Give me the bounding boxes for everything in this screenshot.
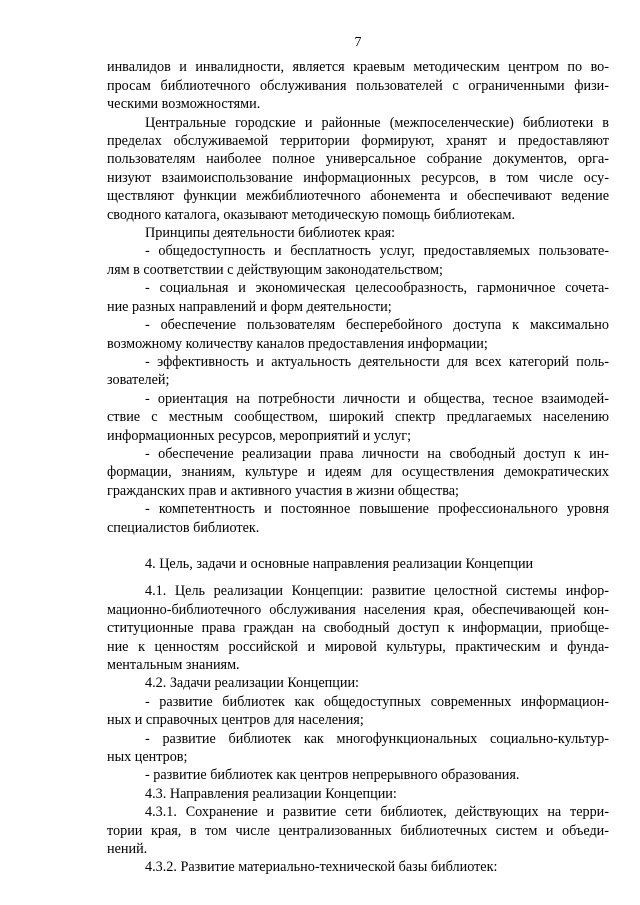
paragraph bbox=[107, 316, 609, 353]
paragraph bbox=[107, 445, 609, 500]
text-line: - развитие библиотек как центров непрерывного образования. bbox=[145, 767, 520, 784]
text-line: зователей; bbox=[107, 372, 170, 389]
paragraph bbox=[107, 390, 609, 445]
paragraph bbox=[107, 730, 609, 767]
text-line: - развитие библиотек как общедоступных современных информацион- bbox=[145, 693, 609, 710]
text-line: просам библиотечного обслуживания пользователей с ограниченными физи- bbox=[107, 77, 609, 94]
text-line: ментальным знаниям. bbox=[107, 657, 240, 673]
text-line: инвалидов и инвалидности, является краевым методическим центром по во- bbox=[107, 59, 609, 76]
text-line: - развитие библиотек как многофункциональных социально-культур- bbox=[145, 730, 609, 747]
paragraph bbox=[107, 114, 609, 224]
text-line: тории края, в том числе централизованных библиотечных систем и объеди- bbox=[107, 822, 609, 839]
paragraph bbox=[107, 803, 609, 858]
text-line: мационно-библиотечного обслуживания населения края, обеспечивающей кон- bbox=[107, 601, 609, 618]
text-line: - социальная и экономическая целесообразность, гармоничное сочета- bbox=[145, 280, 609, 297]
paragraph bbox=[107, 858, 609, 876]
paragraph bbox=[107, 224, 609, 242]
page-number: 7 bbox=[354, 35, 362, 50]
text-line: ние разных направлений и форм деятельности; bbox=[107, 298, 392, 315]
paragraph bbox=[107, 693, 609, 730]
text-line: пределах обслуживаемой территории формируют, хранят и предоставляют bbox=[107, 133, 609, 150]
paragraph bbox=[107, 279, 609, 316]
text-line: сводного каталога, оказывают методическую помощь библиотекам. bbox=[107, 206, 516, 223]
paragraph bbox=[107, 785, 609, 803]
text-line: 4.3. Направления реализации Концепции: bbox=[145, 785, 397, 802]
text-line: Принципы деятельности библиотек края: bbox=[145, 225, 396, 242]
text-line: ствие с местным сообществом, широкий спектр предлагаемых населению bbox=[107, 409, 609, 426]
text-line: формации, знаниям, культуре и идеям для осуществления демократических bbox=[107, 464, 609, 481]
text-line: - компетентность и постоянное повышение профессионального уровня bbox=[145, 501, 609, 518]
paragraph bbox=[107, 58, 609, 113]
text-line: информационных ресурсов, мероприятий и услуг; bbox=[107, 427, 412, 444]
text-line: нений. bbox=[107, 841, 148, 858]
text-line: - эффективность и актуальность деятельности для всех категорий поль- bbox=[145, 353, 609, 370]
text-line: - обеспечение пользователям бесперебойного доступа к максимально bbox=[145, 317, 609, 334]
text-line: ществляют функции межбиблиотечного абонемента и обеспечивают ведение bbox=[107, 188, 609, 205]
text-line: специалистов библиотек. bbox=[107, 519, 260, 536]
text-line: ческими возможностями. bbox=[107, 96, 261, 113]
text-line: - обеспечение реализации права личности на свободный доступ к ин- bbox=[145, 445, 609, 462]
text-line: пользователям наиболее полное универсальное собрание документов, орга- bbox=[107, 151, 609, 168]
text-line: 4.1. Цель реализации Концепции: развитие целостной системы инфор- bbox=[145, 583, 609, 600]
text-line: 4.2. Задачи реализации Концепции: bbox=[145, 675, 359, 692]
text-line: возможному количеству каналов предоставления информации; bbox=[107, 335, 488, 352]
paragraph bbox=[107, 766, 609, 784]
paragraph bbox=[107, 353, 609, 390]
text-line: - общедоступность и бесплатность услуг, предоставляемых пользовате- bbox=[145, 243, 609, 260]
text-line: лям в соответствии с действующим законодательством; bbox=[107, 261, 443, 278]
text-line: ных центров; bbox=[107, 749, 188, 766]
text-line: 4.3.1. Сохранение и развитие сети библиотек, действующих на терри- bbox=[145, 804, 609, 821]
body-text-section-4 bbox=[107, 582, 609, 877]
text-line: низуют взаимоиспользование информационных ресурсов, в том числе осу- bbox=[107, 169, 609, 186]
body-text-principles bbox=[107, 58, 609, 537]
heading-gap bbox=[107, 573, 609, 582]
paragraph bbox=[107, 242, 609, 279]
text-line: ных и справочных центров для населения; bbox=[107, 712, 364, 729]
section-gap bbox=[107, 537, 609, 555]
text-line: - ориентация на потребности личности и общества, тесное взаимодей- bbox=[145, 390, 609, 407]
paragraph bbox=[107, 582, 609, 674]
paragraph bbox=[107, 500, 609, 537]
section-heading-wrapper bbox=[107, 555, 609, 573]
section-heading: 4. Цель, задачи и основные направления реализации Концепции bbox=[145, 555, 534, 572]
text-line: ституционные права граждан на свободный доступ к информации, приобще- bbox=[107, 620, 609, 637]
paragraph bbox=[107, 674, 609, 692]
text-line: 4.3.2. Развитие материально-технической базы библиотек: bbox=[145, 859, 498, 876]
document-page bbox=[107, 34, 609, 877]
text-line: гражданских прав и активного участия в жизни общества; bbox=[107, 482, 459, 499]
text-line: Центральные городские и районные (межпоселенческие) библиотеки в bbox=[145, 114, 609, 131]
text-line: ние к ценностям российской и мировой культуры, практическим и фунда- bbox=[107, 638, 609, 655]
